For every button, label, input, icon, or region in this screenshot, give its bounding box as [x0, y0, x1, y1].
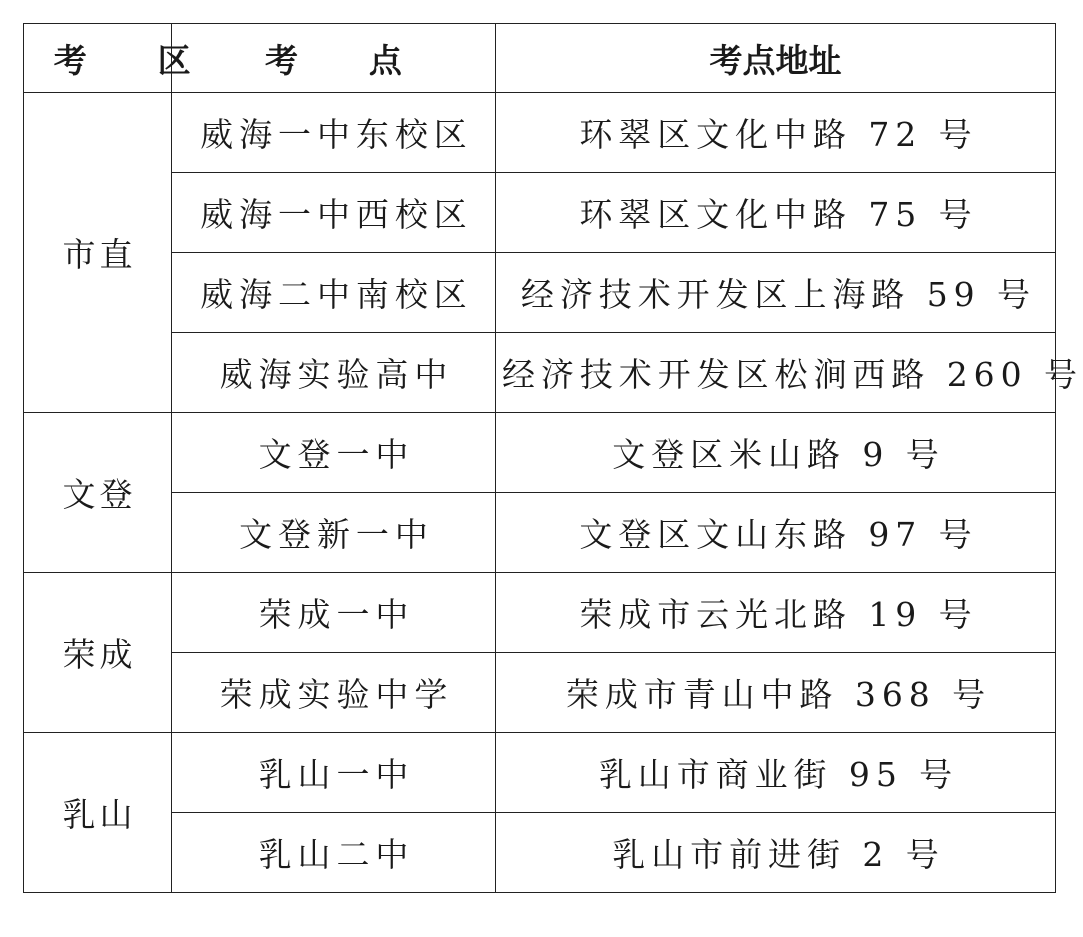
header-site: 考 点: [172, 24, 496, 93]
header-district: 考 区: [24, 24, 172, 93]
address-cell: 文登区文山东路 97 号: [496, 493, 1056, 573]
table-row: [24, 93, 1056, 173]
site-cell: 威海实验高中: [172, 333, 496, 413]
table-row: [24, 333, 1056, 413]
address-cell: 环翠区文化中路 72 号: [496, 93, 1056, 173]
table-row: [24, 253, 1056, 333]
site-cell: 乳山二中: [172, 813, 496, 893]
site-cell: 威海一中东校区: [172, 93, 496, 173]
site-cell: 威海一中西校区: [172, 173, 496, 253]
site-cell: 荣成实验中学: [172, 653, 496, 733]
table-row: [24, 573, 1056, 653]
table-row: [24, 813, 1056, 893]
site-cell: 荣成一中: [172, 573, 496, 653]
address-cell: 经济技术开发区上海路 59 号: [496, 253, 1056, 333]
address-cell: 荣成市云光北路 19 号: [496, 573, 1056, 653]
site-cell: 威海二中南校区: [172, 253, 496, 333]
address-cell: 乳山市商业街 95 号: [496, 733, 1056, 813]
address-cell: 经济技术开发区松涧西路 260 号: [496, 333, 1056, 413]
district-cell: 荣成: [24, 573, 172, 733]
header-address: 考点地址: [496, 24, 1056, 93]
table-row: [24, 413, 1056, 493]
table-row: [24, 733, 1056, 813]
address-cell: 环翠区文化中路 75 号: [496, 173, 1056, 253]
exam-site-table: [23, 23, 1083, 893]
district-cell: 市直: [24, 93, 172, 413]
table-row: [24, 493, 1056, 573]
address-cell: 乳山市前进街 2 号: [496, 813, 1056, 893]
table-row: [24, 653, 1056, 733]
site-cell: 文登一中: [172, 413, 496, 493]
district-cell: 乳山: [24, 733, 172, 893]
address-cell: 文登区米山路 9 号: [496, 413, 1056, 493]
district-cell: 文登: [24, 413, 172, 573]
address-cell: 荣成市青山中路 368 号: [496, 653, 1056, 733]
header-row: [24, 24, 1056, 93]
site-cell: 文登新一中: [172, 493, 496, 573]
site-cell: 乳山一中: [172, 733, 496, 813]
table-row: [24, 173, 1056, 253]
